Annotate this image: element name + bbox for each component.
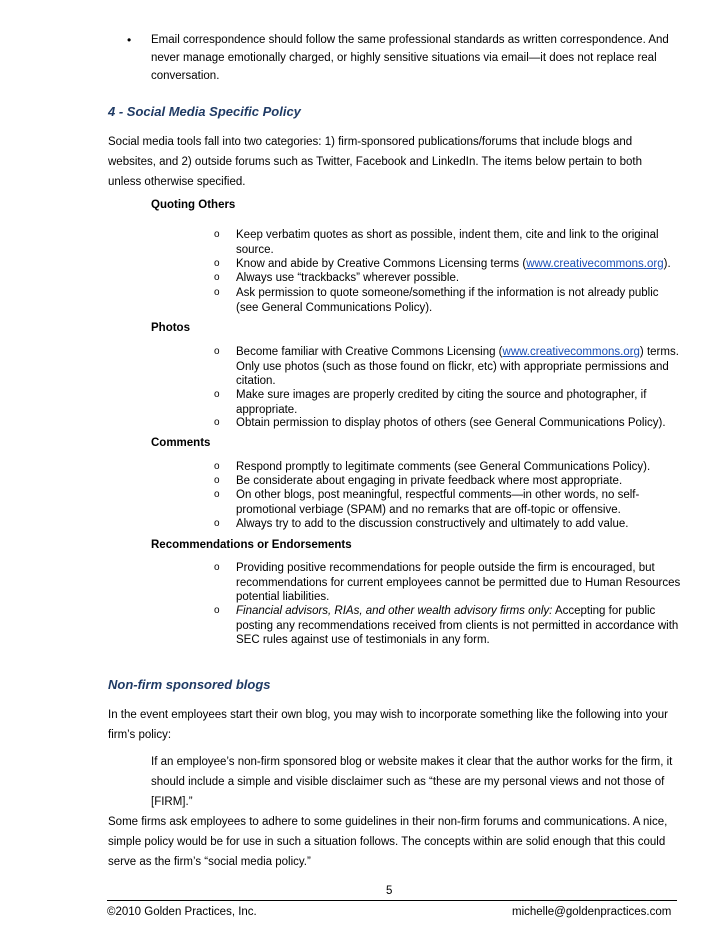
creative-commons-link[interactable]: www.creativecommons.org — [526, 258, 664, 270]
list-item-text-end: ). — [663, 258, 671, 270]
list-item-text: Always use “trackbacks” wherever possible. — [236, 272, 460, 284]
list-item-text — [236, 257, 681, 272]
section-heading-social-media: 4 - Social Media Specific Policy — [108, 104, 301, 119]
circle-bullet-icon: o — [214, 272, 220, 283]
bullet-text: Email correspondence should follow the same professional standards as written correspondence. And never manage emotionally charged, or highly sensitive situations via email—it does not replace real conversation. — [151, 34, 669, 82]
list-item-text-end: ) terms. Only use photos (such as those found on flickr, etc) with appropriate permissions and citation. — [236, 346, 679, 387]
list-item-text: On other blogs, post meaningful, respectful comments—in other words, no self-promotional verbiage (SPAM) and no remarks that are off-topic or offensive. — [236, 489, 640, 516]
circle-bullet-icon: o — [214, 475, 220, 486]
circle-bullet-icon: o — [214, 287, 220, 298]
disclaimer-quote: If an employee’s non-firm sponsored blog or website makes it clear that the author works for the firm, it should include a simple and visible disclaimer such as “these are my personal views and not those of [FIRM].” — [151, 756, 673, 808]
list-item-text — [236, 345, 681, 389]
circle-bullet-icon: o — [214, 461, 220, 472]
subheading-photos: Photos — [151, 322, 190, 334]
circle-bullet-icon: o — [214, 562, 220, 573]
subheading-recommendations: Recommendations or Endorsements — [151, 539, 352, 551]
subheading-quoting-others: Quoting Others — [151, 199, 236, 211]
circle-bullet-icon: o — [214, 518, 220, 529]
list-item-text: Providing positive recommendations for people outside the firm is encouraged, but recommendations for current employees cannot be permitted due to Human Resources potential liabilities. — [236, 562, 681, 603]
footer-email: michelle@goldenpractices.com — [512, 906, 672, 918]
circle-bullet-icon: o — [214, 417, 220, 428]
list-item-text: Always try to add to the discussion constructively and ultimately to add value. — [236, 518, 629, 530]
creative-commons-link[interactable]: www.creativecommons.org — [502, 346, 640, 358]
circle-bullet-icon: o — [214, 258, 220, 269]
bullet-icon: • — [127, 33, 132, 47]
circle-bullet-icon: o — [214, 489, 220, 500]
circle-bullet-icon: o — [214, 229, 220, 240]
list-item-text: Be considerate about engaging in private feedback where most appropriate. — [236, 475, 623, 487]
section-intro: Social media tools fall into two categories: 1) firm-sponsored publications/forums that include blogs and websites, and 2) outside forums such as Twitter, Facebook and LinkedIn. The items below pertain to both unless otherwise specified. — [108, 136, 642, 188]
list-item-text-italic: Financial advisors, RIAs, and other wealth advisory firms only: — [236, 605, 553, 617]
list-item-text-rest: Accepting for public posting any recommendations received from clients is not permitted in accordance with SEC rules against use of testimonials in any form. — [236, 605, 679, 646]
section-heading-non-firm-blogs: Non-firm sponsored blogs — [108, 677, 271, 692]
page-number: 5 — [386, 885, 393, 897]
list-item-text — [236, 604, 681, 648]
subheading-comments: Comments — [151, 437, 211, 449]
circle-bullet-icon: o — [214, 389, 220, 400]
non-firm-closing: Some firms ask employees to adhere to some guidelines in their non-firm forums and communications. A nice, simple policy would be for use in such a situation follows. The concepts within are solid enough that this could serve as the firm’s “social media policy.” — [108, 816, 668, 868]
list-item-text: Keep verbatim quotes as short as possible, indent them, cite and link to the original source. — [236, 229, 659, 256]
circle-bullet-icon: o — [214, 605, 220, 616]
circle-bullet-icon: o — [214, 346, 220, 357]
list-item-text: Ask permission to quote someone/something if the information is not already public (see General Communications Policy). — [236, 287, 659, 314]
list-item-text: Respond promptly to legitimate comments (see General Communications Policy). — [236, 461, 651, 473]
list-item-text: Make sure images are properly credited by citing the source and photographer, if appropriate. — [236, 389, 647, 416]
footer-copyright: ©2010 Golden Practices, Inc. — [107, 906, 257, 918]
non-firm-intro: In the event employees start their own blog, you may wish to incorporate something like the following into your firm’s policy: — [108, 709, 668, 741]
list-item-text-start: Become familiar with Creative Commons Licensing ( — [236, 346, 503, 358]
list-item-text-start: Know and abide by Creative Commons Licensing terms ( — [236, 258, 527, 270]
email-bullet — [127, 31, 687, 82]
list-item-text: Obtain permission to display photos of others (see General Communications Policy). — [236, 417, 666, 429]
footer-divider — [107, 900, 677, 901]
